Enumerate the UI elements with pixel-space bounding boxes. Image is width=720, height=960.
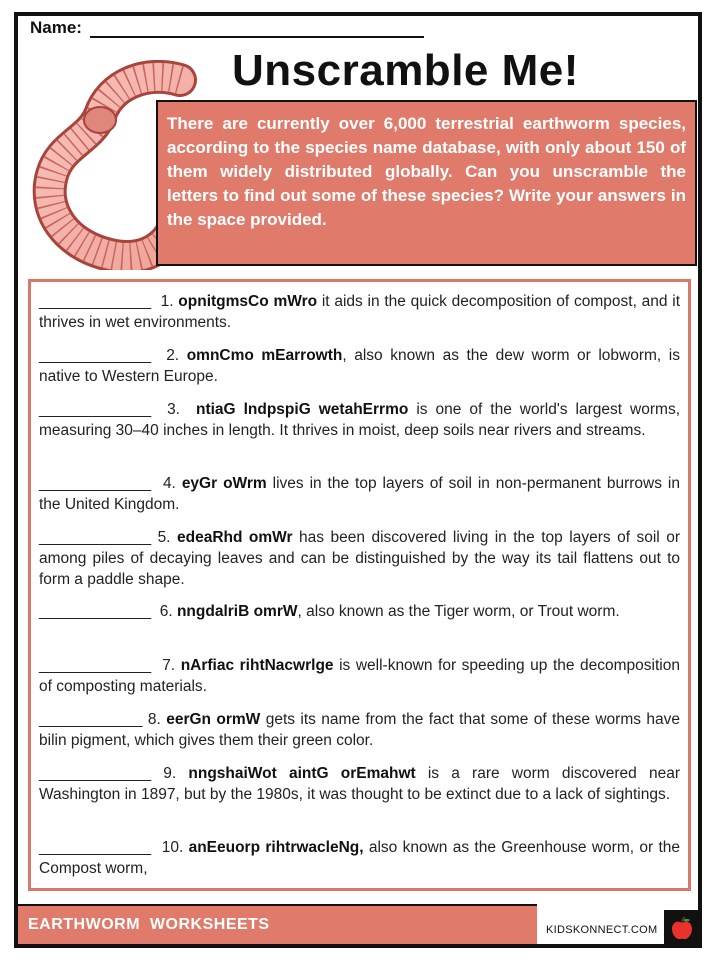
scrambled-word: eyGr oWrm xyxy=(181,475,267,492)
answer-blank[interactable]: _____________ xyxy=(39,293,152,310)
question-number: 7. xyxy=(162,657,176,674)
question-item xyxy=(39,345,680,387)
question-item xyxy=(39,399,680,441)
question-text: lives in the top layers of soil in non-permanent burrows in the United Kingdom. xyxy=(39,475,680,513)
answer-blank[interactable]: _____________ xyxy=(39,839,152,856)
question-item xyxy=(39,763,680,805)
question-text: is one of the world's largest worms, measuring 30–40 inches in length. It thrives in moist, deep soils near rivers and streams. xyxy=(39,401,680,439)
brand-label: KIDSKONNECT.COM xyxy=(546,924,658,936)
scrambled-word: opnitgmsCo mWro xyxy=(178,293,318,310)
question-item xyxy=(39,473,680,515)
question-text: is well-known for speeding up the decomposition of composting materials. xyxy=(39,657,680,695)
scrambled-word: omnCmo mEarrowth xyxy=(186,347,343,364)
question-item xyxy=(39,291,680,333)
name-input-line[interactable] xyxy=(90,18,424,38)
question-item xyxy=(39,527,680,590)
scrambled-word: ntiaG lndpspiG wetahErrmo xyxy=(195,401,409,418)
answer-blank[interactable]: _____________ xyxy=(39,475,152,492)
page-title: Unscramble Me! xyxy=(232,46,579,95)
question-text: also known as the Greenhouse worm, or the Compost worm, xyxy=(39,839,680,877)
question-item xyxy=(39,837,680,879)
footer-bar xyxy=(18,904,537,944)
question-text: gets its name from the fact that some of these worms have bilin pigment, which gives them their green color. xyxy=(39,711,681,749)
scrambled-word: anEeuorp rihtrwacleNg, xyxy=(188,839,364,856)
question-number: 4. xyxy=(162,475,176,492)
question-text: , also known as the dew worm or lobworm, is native to Western Europe. xyxy=(39,347,680,385)
question-text: is a rare worm discovered near Washington in 1897, but by the 1980s, it was thought to be extinct due to a lack of sightings. xyxy=(39,765,680,803)
name-label: Name: xyxy=(30,18,82,37)
question-number: 9. xyxy=(163,765,177,782)
answer-blank[interactable]: _____________ xyxy=(39,347,152,364)
question-number: 6. xyxy=(159,603,173,620)
footer-title: EARTHWORM WORKSHEETS xyxy=(28,916,270,933)
questions-box xyxy=(28,279,691,891)
apple-icon xyxy=(669,915,695,941)
answer-blank[interactable]: _____________ xyxy=(39,765,152,782)
name-field-row xyxy=(30,18,424,38)
answer-blank[interactable]: _____________ xyxy=(39,603,152,620)
question-text: has been discovered living in the top layers of soil or among piles of decaying leaves and can be distinguished by the way its tail flattens out to form a paddle shape. xyxy=(39,529,681,588)
intro-box xyxy=(156,100,697,266)
scrambled-word: nngshaiWot aintG orEmahwt xyxy=(188,765,416,782)
question-item xyxy=(39,655,680,697)
question-text: it aids in the quick decomposition of compost, and it thrives in wet environments. xyxy=(39,293,680,331)
question-number: 10. xyxy=(161,839,184,856)
intro-text: There are currently over 6,000 terrestrial earthworm species, according to the species name database, with only about 150 of them widely distributed globally. Can you unscramble the letters to find out some of these species? Write your answers in the space provided. xyxy=(167,114,686,229)
scrambled-word: nngdalriB omrW xyxy=(176,603,298,620)
question-number: 1. xyxy=(160,293,174,310)
question-number: 3. xyxy=(167,401,180,418)
answer-blank[interactable]: _____________ xyxy=(39,529,152,546)
question-item xyxy=(39,709,680,751)
scrambled-word: edeaRhd omWr xyxy=(176,529,293,546)
question-number: 8. xyxy=(147,711,161,728)
question-number: 5. xyxy=(157,529,171,546)
scrambled-word: nArfiac rihtNacwrlge xyxy=(180,657,334,674)
answer-blank[interactable]: _____________ xyxy=(39,657,152,674)
scrambled-word: eerGn ormW xyxy=(166,711,261,728)
question-item xyxy=(39,601,680,622)
question-number: 2. xyxy=(166,347,180,364)
logo-box xyxy=(664,910,700,946)
answer-blank[interactable]: ____________ xyxy=(39,711,143,728)
question-text: , also known as the Tiger worm, or Trout worm. xyxy=(297,603,620,620)
answer-blank[interactable]: _____________ xyxy=(39,401,152,418)
